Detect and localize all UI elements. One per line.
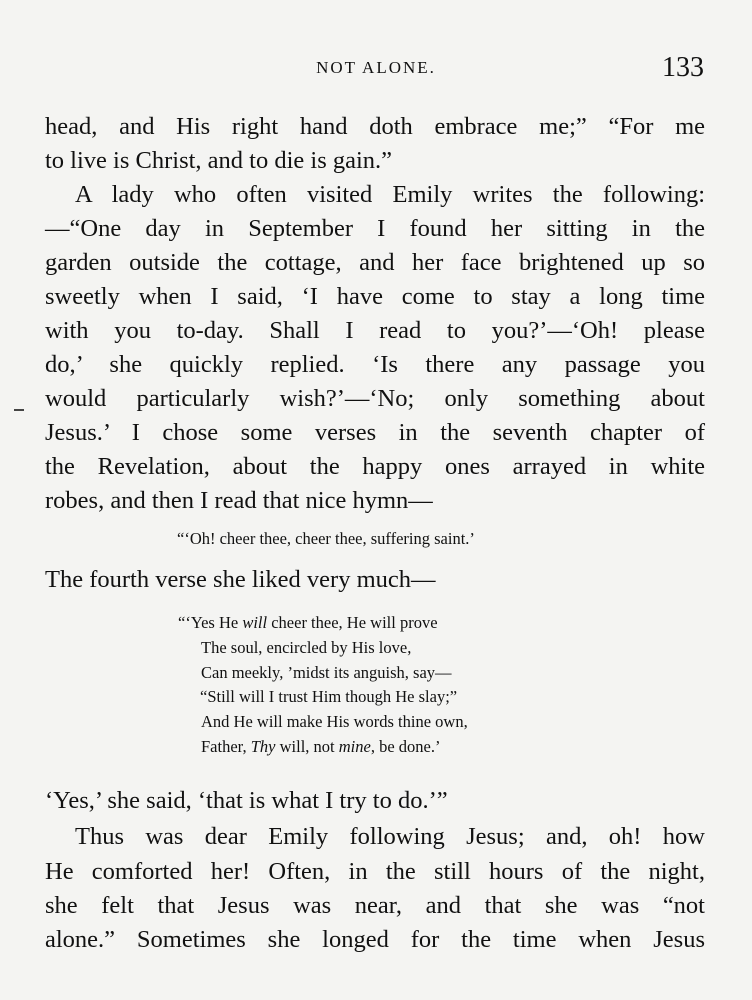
text-line: A lady who often visited Emily writes the following: <box>75 181 705 208</box>
text-line: robes, and then I read that nice hymn— <box>45 487 433 514</box>
text-line: Jesus.’ I chose some verses in the seventh chapter of <box>45 419 705 446</box>
text-line: sweetly when I said, ‘I have come to stay a long time <box>45 283 705 310</box>
text-line: would particularly wish?’—‘No; only something about <box>45 385 705 412</box>
text-line: garden outside the cottage, and her face brightened up so <box>45 249 705 276</box>
text-line: ‘Yes,’ she said, ‘that is what I try to do.’” <box>45 787 448 814</box>
text-line: do,’ she quickly replied. ‘Is there any passage you <box>45 351 705 378</box>
text-line: she felt that Jesus was near, and that she was “not <box>45 892 705 919</box>
verse-line: Can meekly, ’midst its anguish, say— <box>201 663 452 682</box>
text-line: alone.” Sometimes she longed for the time when Jesus <box>45 926 705 953</box>
hymn-quote: “‘Oh! cheer thee, cheer thee, suffering saint.’ <box>177 529 475 548</box>
verse-line: “‘Yes He will cheer thee, He will prove <box>178 613 438 632</box>
text-line: head, and His right hand doth embrace me;” “For me <box>45 113 705 140</box>
text-line: with you to-day. Shall I read to you?’—‘Oh! please <box>45 317 705 344</box>
verse-line: “Still will I trust Him though He slay;” <box>200 687 458 706</box>
margin-mark <box>14 409 24 411</box>
text-line: Thus was dear Emily following Jesus; and, oh! how <box>75 823 705 850</box>
text-line: the Revelation, about the happy ones arrayed in white <box>45 453 705 480</box>
page-number: 133 <box>662 52 704 83</box>
text-line: to live is Christ, and to die is gain.” <box>45 147 393 174</box>
verse-line: Father, Thy will, not mine, be done.’ <box>201 737 441 756</box>
running-title: NOT ALONE. <box>316 58 436 77</box>
verse-line: The soul, encircled by His love, <box>201 638 412 657</box>
text-line: He comforted her! Often, in the still hours of the night, <box>45 858 705 885</box>
text-line: The fourth verse she liked very much— <box>45 566 436 593</box>
verse-line: And He will make His words thine own, <box>201 712 468 731</box>
text-line: —“One day in September I found her sitting in the <box>45 215 705 242</box>
